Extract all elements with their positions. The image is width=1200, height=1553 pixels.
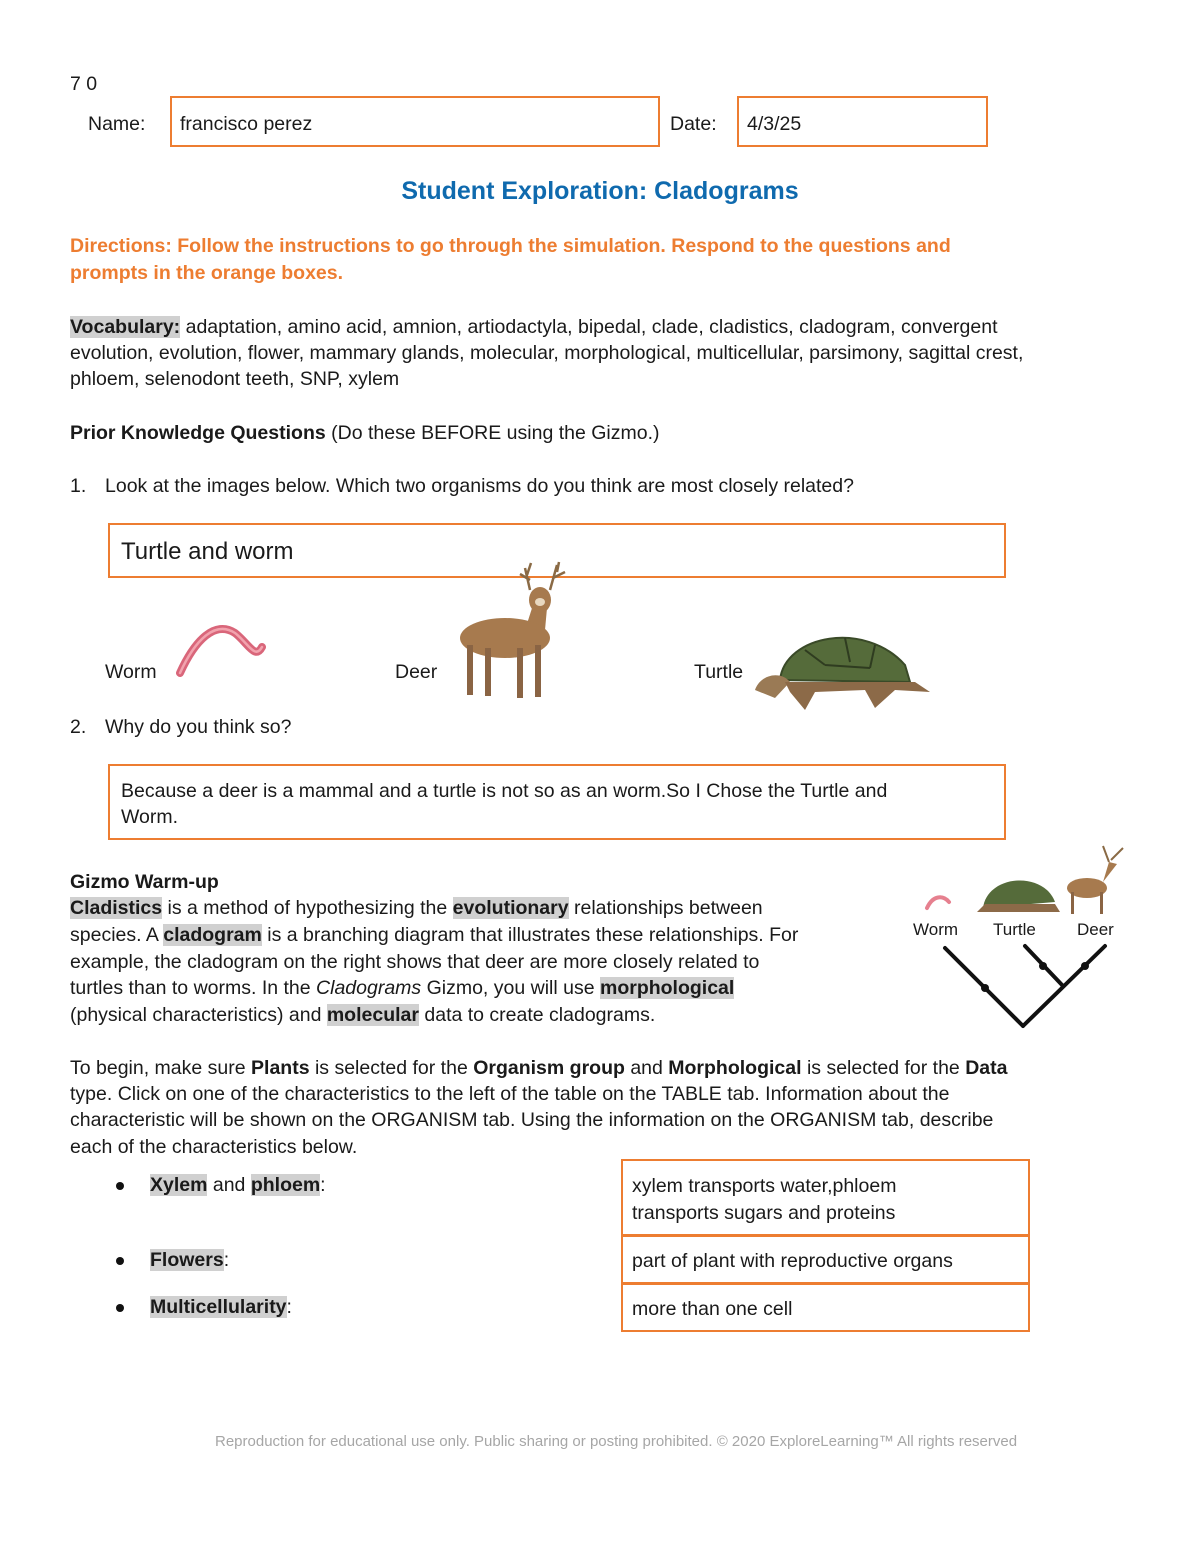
cladogram-label-worm: Worm: [913, 920, 959, 939]
page-title: Student Exploration: Cladograms: [401, 177, 799, 205]
bullet: [116, 1257, 124, 1265]
turtle-label: Turtle: [694, 661, 744, 683]
term-cladogram: cladogram: [163, 924, 262, 946]
begin-text-3: and: [624, 1057, 669, 1079]
vocabulary-label: Vocabulary:: [70, 316, 181, 338]
score: 7 0: [70, 73, 98, 95]
date-value: 4/3/25: [747, 113, 802, 135]
char-and: and: [207, 1174, 251, 1196]
deer-image: [455, 560, 595, 705]
term-morphological: morphological: [599, 977, 735, 999]
term-xylem: Xylem: [150, 1174, 208, 1196]
answer-xylem-line-2: transports sugars and proteins: [632, 1202, 896, 1224]
char-colon: :: [223, 1249, 230, 1271]
name-field[interactable]: [170, 96, 660, 147]
date-label: Date:: [670, 113, 717, 135]
char-colon: :: [286, 1296, 292, 1318]
warmup-text-7: Gizmo, you will use: [421, 977, 600, 999]
cladogram-figure: [905, 840, 1145, 1040]
begin-line-1: [70, 1057, 1007, 1080]
warmup-text-6: turtles than to worms. In the: [70, 977, 317, 999]
warmup-text-9: data to create cladograms.: [418, 1004, 656, 1026]
date-field[interactable]: [737, 96, 988, 147]
vocabulary-text-1: adaptation, amino acid, amnion, artiodactyla, bipedal, clade, cladistics, cladogram, convergent: [180, 316, 998, 338]
bullet: [116, 1182, 124, 1190]
cladogram-label-turtle: Turtle: [993, 920, 1036, 939]
term-organism-group: Organism group: [473, 1057, 625, 1079]
char-flowers: [150, 1249, 229, 1272]
answer-xylem-line-1: xylem transports water,phloem: [632, 1175, 897, 1197]
vocabulary-line-3: phloem, selenodont teeth, SNP, xylem: [70, 368, 400, 390]
begin-text-4: is selected for the: [801, 1057, 966, 1079]
char-multicellularity: [150, 1296, 292, 1319]
term-evolutionary: evolutionary: [452, 897, 569, 919]
directions-line-2: prompts in the orange boxes.: [70, 262, 344, 284]
prior-heading: Prior Knowledge Questions: [70, 422, 326, 444]
warmup-text-2: relationships between: [568, 897, 763, 919]
term-molecular: molecular: [326, 1004, 419, 1026]
answer-2-line-1: Because a deer is a mammal and a turtle is not so as an worm.So I Chose the Turtle and: [121, 780, 888, 802]
begin-text-2: is selected for the: [309, 1057, 474, 1079]
cladogram-lines: [945, 946, 1105, 1026]
term-multicellularity: Multicellularity: [150, 1296, 287, 1318]
q1-number: 1.: [70, 475, 87, 497]
name-value: francisco perez: [180, 113, 313, 135]
q2-text: Why do you think so?: [105, 716, 292, 738]
prior-heading-line: [70, 422, 660, 445]
char-colon: :: [320, 1174, 326, 1196]
answer-multicellularity-box[interactable]: [621, 1282, 1030, 1332]
begin-text-1: To begin, make sure: [70, 1057, 252, 1079]
warmup-text-4: is a branching diagram that illustrates these relationships. For: [261, 924, 799, 946]
term-phloem: phloem: [250, 1174, 321, 1196]
vocabulary-line-2: evolution, evolution, flower, mammary glands, molecular, morphological, multicellular, parsimony, sagittal crest,: [70, 342, 1024, 364]
turtle-image: [745, 620, 935, 715]
warmup-line-4: [70, 977, 734, 1000]
q1-text: Look at the images below. Which two organisms do you think are most closely related?: [105, 475, 854, 497]
warmup-line-3: example, the cladogram on the right shows that deer are more closely related to: [70, 951, 760, 973]
warmup-heading: Gizmo Warm-up: [70, 871, 219, 893]
term-data: Data: [965, 1057, 1008, 1079]
prior-note: (Do these BEFORE using the Gizmo.): [325, 422, 660, 444]
directions-line-1: Directions: Follow the instructions to go through the simulation. Respond to the questions and: [70, 235, 951, 257]
mini-deer-image: [1067, 846, 1123, 914]
mini-turtle-image: [977, 880, 1060, 912]
char-xylem-phloem: [150, 1174, 326, 1197]
deer-label: Deer: [395, 661, 438, 683]
worm-label: Worm: [105, 661, 157, 683]
cladogram-node: [981, 984, 989, 992]
bullet: [116, 1304, 124, 1312]
warmup-text-1: is a method of hypothesizing the: [162, 897, 453, 919]
warmup-line-5: [70, 1004, 655, 1027]
q2-number: 2.: [70, 716, 87, 738]
gizmo-name: Cladograms: [316, 977, 422, 999]
warmup-line-1: [70, 897, 763, 920]
name-label: Name:: [88, 113, 146, 135]
answer-box-2[interactable]: [108, 764, 1006, 840]
begin-line-4: each of the characteristics below.: [70, 1136, 358, 1158]
warmup-text-3: species. A: [70, 924, 164, 946]
warmup-text-8: (physical characteristics) and: [70, 1004, 327, 1026]
begin-line-3: characteristic will be shown on the ORGANISM tab. Using the information on the ORGANISM tab, describe: [70, 1109, 994, 1131]
cladogram-node: [1081, 962, 1089, 970]
answer-multicellularity: more than one cell: [632, 1298, 793, 1320]
answer-flowers: part of plant with reproductive organs: [632, 1250, 953, 1272]
vocabulary-line-1: [70, 316, 997, 339]
cladogram-label-deer: Deer: [1077, 920, 1114, 939]
term-morphological-bold: Morphological: [668, 1057, 802, 1079]
term-flowers: Flowers: [150, 1249, 224, 1271]
answer-flowers-box[interactable]: [621, 1234, 1030, 1285]
term-plants: Plants: [251, 1057, 310, 1079]
warmup-line-2: [70, 924, 798, 947]
answer-xylem-box[interactable]: [621, 1159, 1030, 1237]
answer-2-line-2: Worm.: [121, 806, 179, 828]
begin-line-2: type. Click on one of the characteristics to the left of the table on the TABLE tab. Information about the: [70, 1083, 950, 1105]
cladogram-node: [1039, 962, 1047, 970]
term-cladistics: Cladistics: [70, 897, 163, 919]
mini-worm-image: [927, 897, 949, 908]
footer-text: Reproduction for educational use only. Public sharing or posting prohibited. © 2020 ExploreLearning™ All rights reserved: [215, 1433, 1018, 1450]
worm-image: [170, 615, 270, 680]
answer-1: Turtle and worm: [121, 538, 294, 565]
